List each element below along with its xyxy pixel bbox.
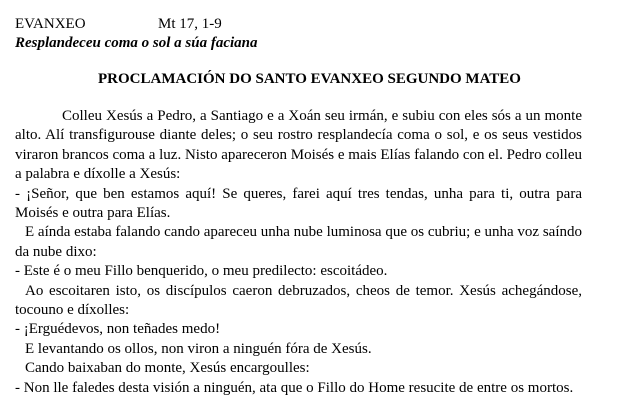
paragraph-looking-up: E levantando os ollos, non viron a ninguén fóra de Xesús.	[25, 340, 372, 357]
paragraph-peter-speech: - ¡Señor, que ben estamos aquí! Se queres, farei aquí tres tendas, unha para ti, outra para Moisés e outra para Elías.	[15, 185, 582, 222]
paragraph-rise: - ¡Erguédevos, non teñades medo!	[15, 321, 221, 338]
paragraph-cloud: E aínda estaba falando cando apareceu unha nube luminosa que os cubriu; e unha voz saíndo da nube dixo:	[15, 224, 582, 260]
paragraph-voice: - Este é o meu Fillo benquerido, o meu predilecto: escoitádeo.	[15, 263, 388, 280]
paragraph-disciples: Ao escoitaren isto, os discípulos caeron debruzados, cheos de temor. Xesús achegándose, tocouno e díxolles:	[15, 282, 582, 319]
paragraph-command: - Non lle faledes desta visión a ninguén, ata que o Fillo do Home resucite de entre os mortos.	[15, 379, 574, 396]
reading-subtitle: Resplandeceu coma o sol a súa faciana	[15, 35, 258, 51]
header-line	[15, 15, 222, 34]
header-label: EVANXEO	[15, 16, 86, 32]
scripture-reference: Mt 17, 1-9	[158, 16, 222, 32]
gospel-text	[15, 107, 582, 398]
paragraph-opening: Colleu Xesús a Pedro, a Santiago e a Xoán seu irmán, e subiu con eles sós a un monte alto. Alí transfigurouse diante deles; o seu rostro resplandecía coma o sol, e os seus vestidos viraron brancos coma a luz. Nisto apareceron Moisés e mais Elías falando con el. Pedro colleu a palabra e díxolle a Xesús:	[15, 108, 582, 183]
paragraph-descending: Cando baixaban do monte, Xesús encargoulles:	[25, 360, 310, 377]
proclamation-heading: PROCLAMACIÓN DO SANTO EVANXEO SEGUNDO MATEO	[98, 71, 521, 87]
